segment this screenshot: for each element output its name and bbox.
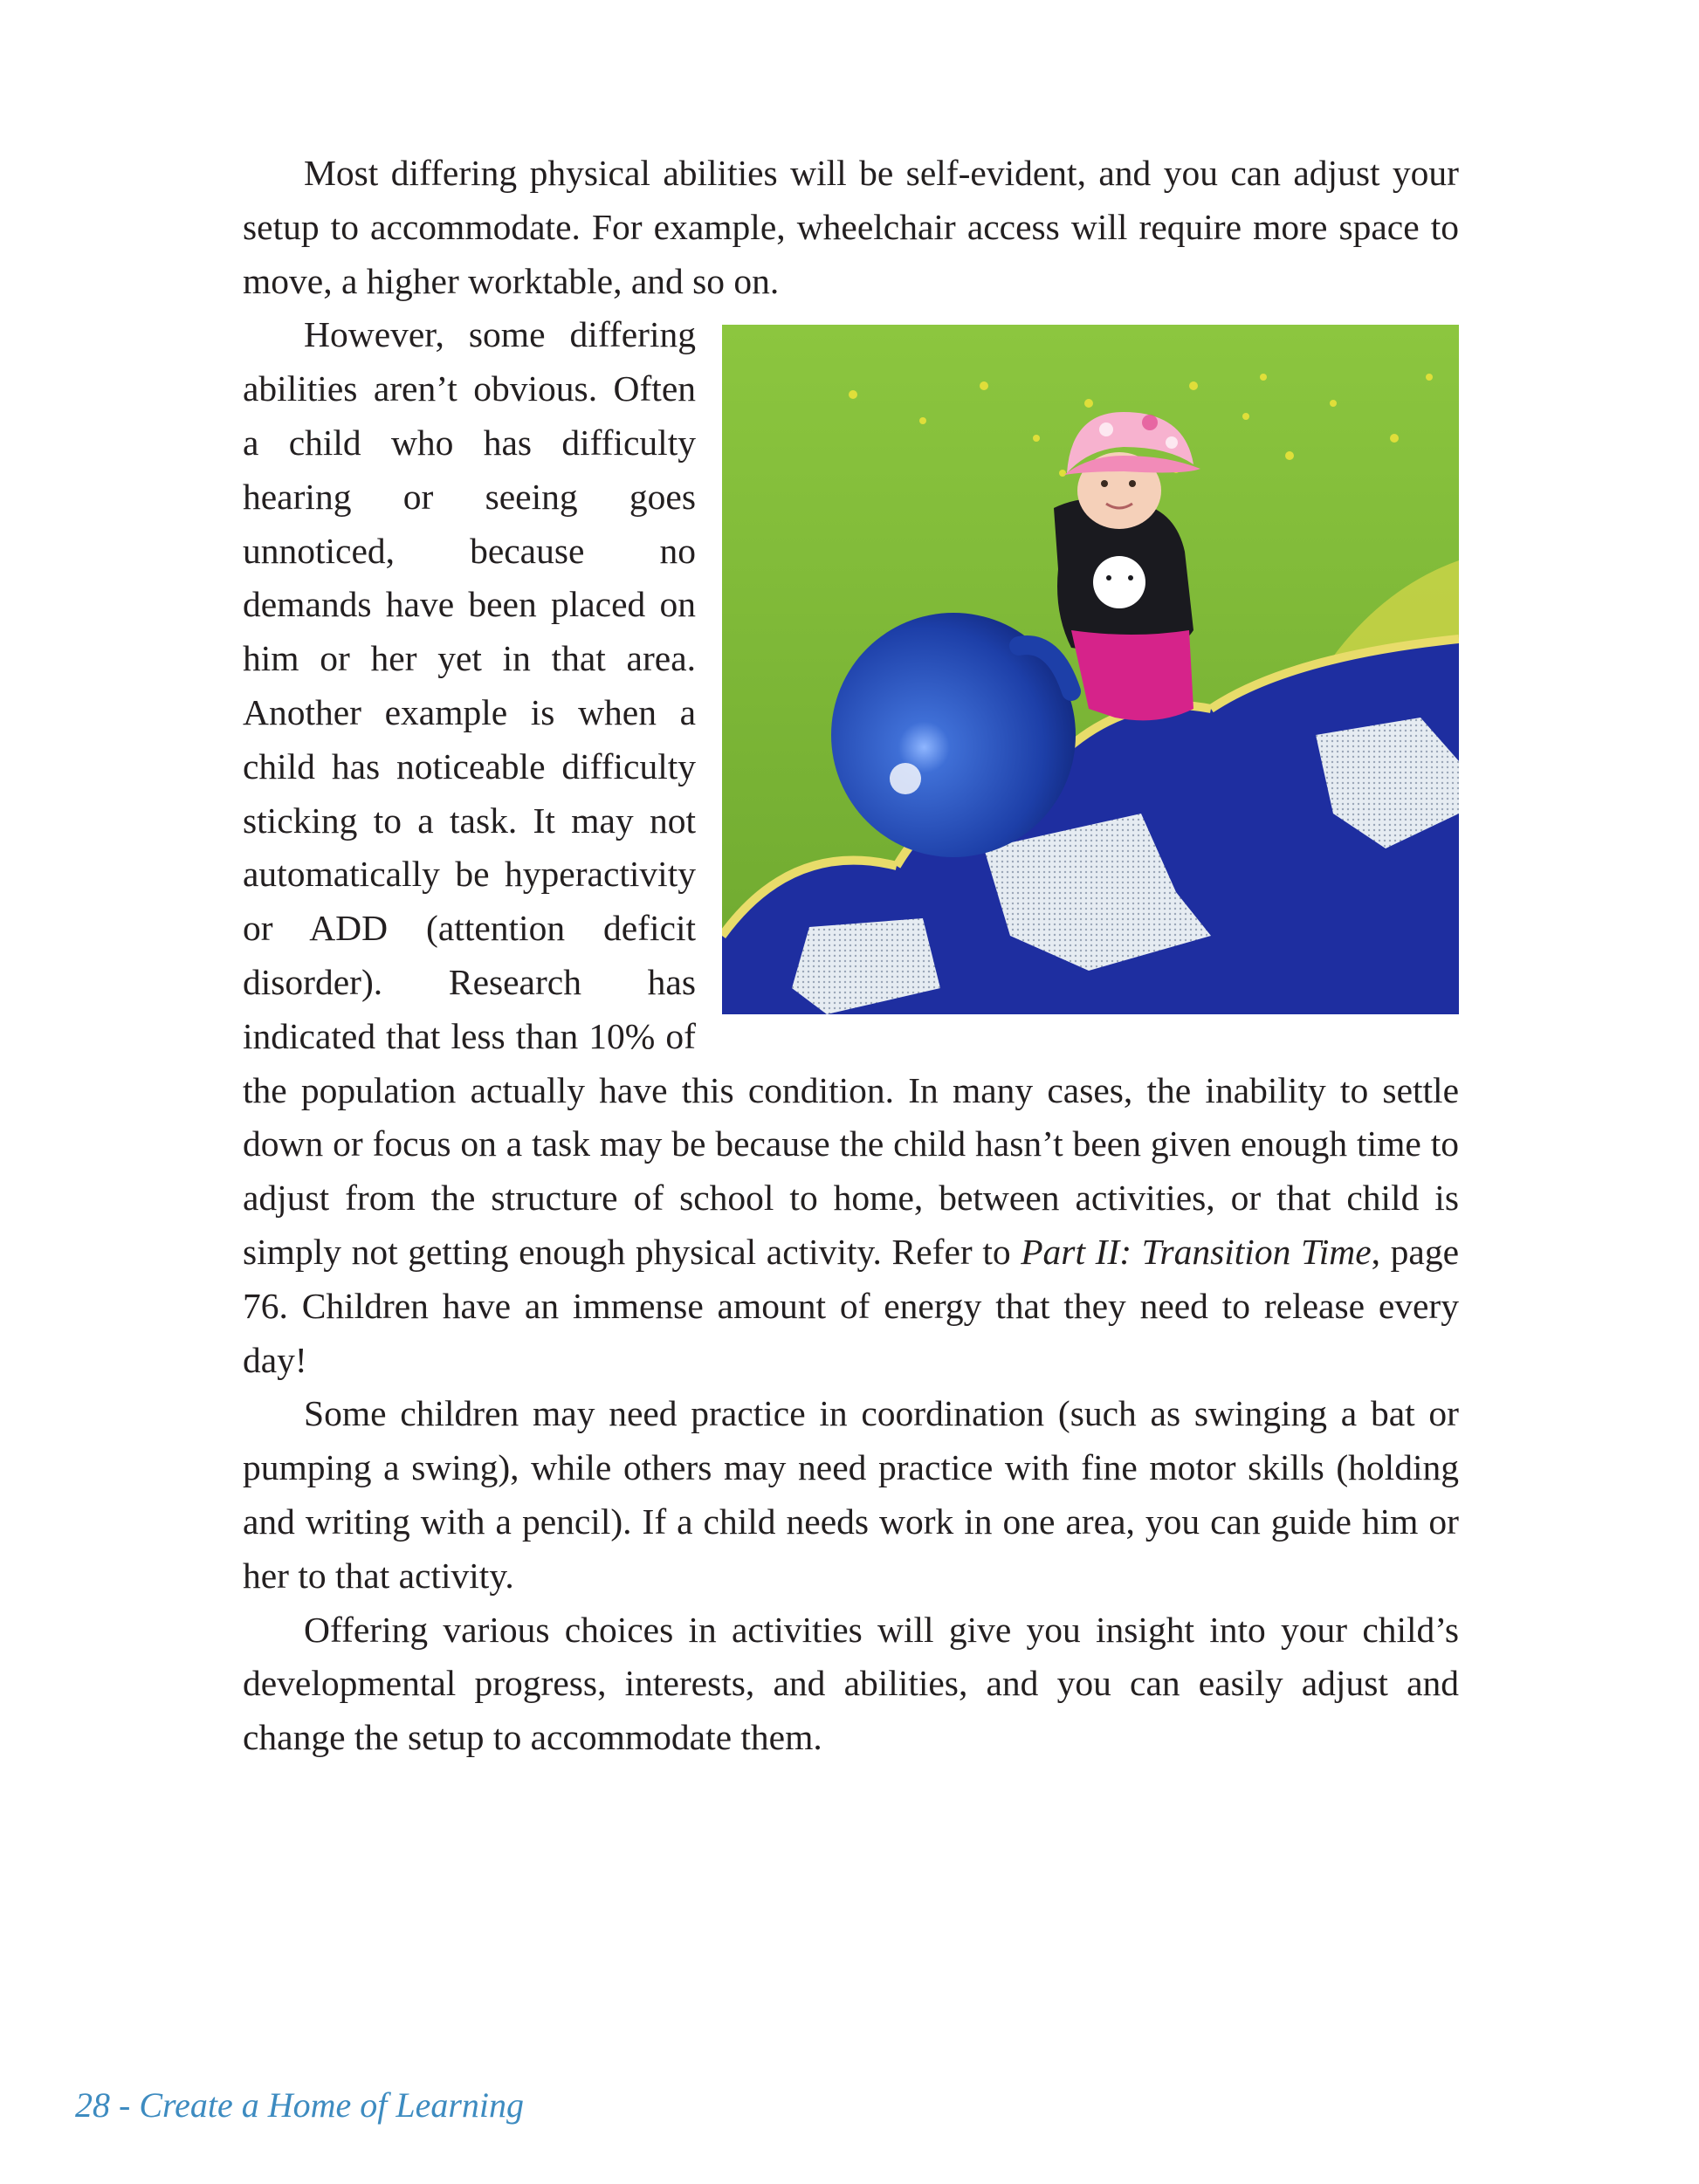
paragraph-3: Some children may need practice in coordination (such as swinging a bat or pumping a swing), while others may need practice with fine motor skills (holding and writing with a pencil). If a child needs work in one area, you can guide him or her to that activity.	[243, 1393, 1459, 1596]
body-text	[243, 147, 1459, 1765]
paragraph-2-end: , page 76. Children have an immense amount of energy that they need to release every day!	[243, 1231, 1459, 1380]
paragraph-1: Most differing physical abilities will be self-evident, and you can adjust your setup to accommodate. For example, wheelchair access will require more space to move, a higher worktable, and so on.	[243, 153, 1459, 301]
photo-child-with-ball	[722, 325, 1459, 1014]
paragraph-2-text: However, some differing abilities aren’t obvious. Often a child who has difficulty hearing or seeing goes unnoticed, because no demands have been placed on him or her yet in that area. Another example is when a child has noticeable difficulty sticking to a task. It may not automatically be hyperactivity or ADD (attention deficit disorder). Research has indicated that less than 10% of the population actually have this condition. In many cases, the inability to settle down or focus on a task may be because the child hasn’t been given enough time to adjust from the structure of school to home, between activities, or that child is simply not getting enough physical activity. Refer to	[243, 314, 1459, 1272]
page-footer: 28 - Create a Home of Learning	[75, 2085, 525, 2125]
reference-link-part-ii[interactable]: Part II: Transition Time	[1021, 1231, 1372, 1272]
paragraph-4: Offering various choices in activities will give you insight into your child’s developmental progress, interests, and abilities, and you can easily adjust and change the setup to accommodate them.	[243, 1609, 1459, 1758]
paragraph-2	[243, 308, 1459, 1387]
